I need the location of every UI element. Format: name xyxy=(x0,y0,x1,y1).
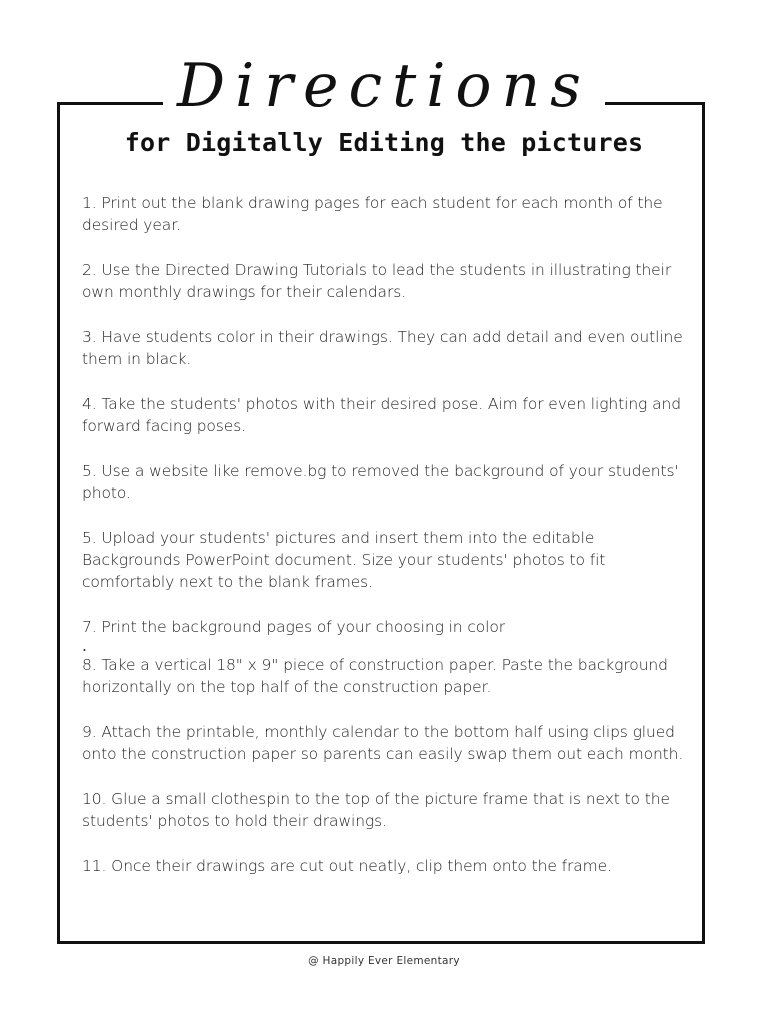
step-8: 8. Take a vertical 18" x 9" piece of construction paper. Paste the background horizontally on the top half of the construction paper. xyxy=(82,656,668,696)
step-2: 2. Use the Directed Drawing Tutorials to lead the students in illustrating their own monthly drawings for their calendars. xyxy=(82,261,672,301)
step-5: 5. Use a website like remove.bg to removed the background of your students' photo. xyxy=(82,462,679,502)
step-11: 11. Once their drawings are cut out neatly, clip them onto the frame. xyxy=(82,857,612,875)
page-title: Directions xyxy=(163,40,605,132)
step-9: 9. Attach the printable, monthly calendar to the bottom half using clips glued onto the construction paper so parents can easily swap them out each month. xyxy=(82,723,684,763)
title-area xyxy=(0,40,768,132)
page-subtitle: for Digitally Editing the pictures xyxy=(124,128,644,157)
directions-list xyxy=(82,192,692,900)
step-6: 5. Upload your students' pictures and insert them into the editable Backgrounds PowerPoint document. Size your students' photos to fit comfortably next to the blank frames. xyxy=(82,529,606,591)
step-4: 4. Take the students' photos with their desired pose. Aim for even lighting and forward facing poses. xyxy=(82,395,681,435)
stray-dot: . xyxy=(82,637,87,655)
step-3: 3. Have students color in their drawings. They can add detail and even outline them in black. xyxy=(82,328,683,368)
step-7: 7. Print the background pages of your choosing in color xyxy=(82,618,506,636)
step-1: 1. Print out the blank drawing pages for each student for each month of the desired year. xyxy=(82,194,663,234)
footer-credit: @ Happily Ever Elementary xyxy=(308,955,460,967)
step-10: 10. Glue a small clothespin to the top of the picture frame that is next to the students' photos to hold their drawings. xyxy=(82,790,670,830)
